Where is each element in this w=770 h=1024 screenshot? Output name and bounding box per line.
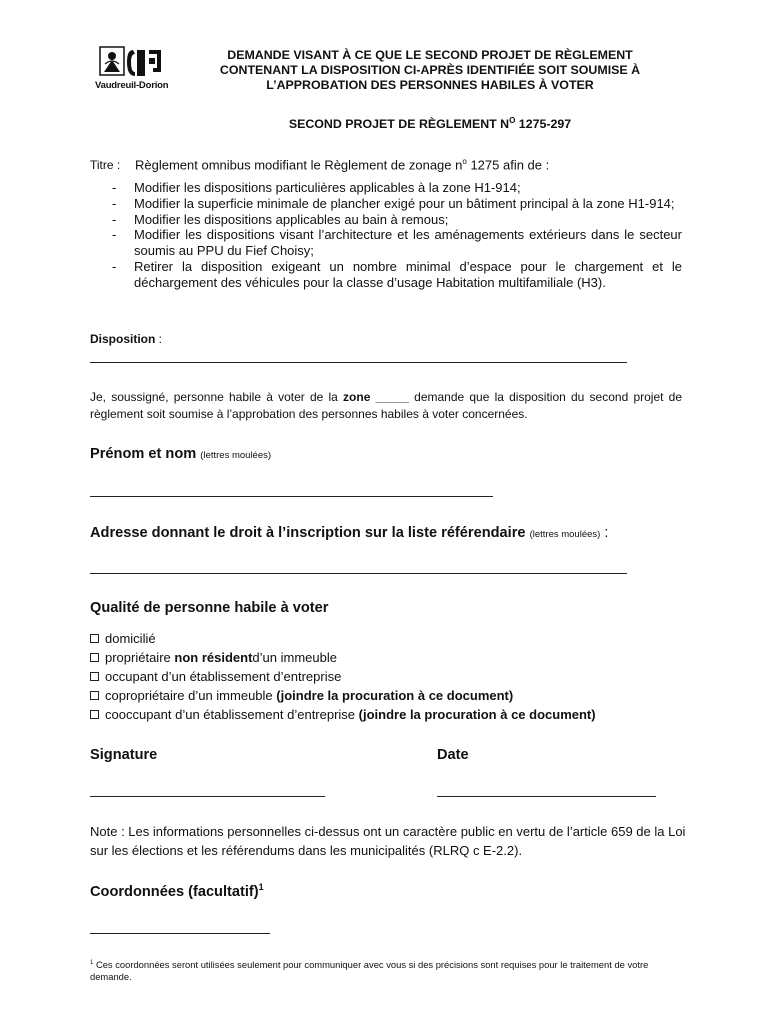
signature-field[interactable]: [90, 796, 325, 797]
privacy-note: Note : Les informations personnelles ci-dessus ont un caractère public en vertu de l’article 659 de la Loi sur les élections et les référendums dans les municipalités (RLRQ c E-2.2).: [90, 824, 686, 858]
footnote: [90, 957, 690, 983]
option-bold-text: non résident: [174, 650, 253, 665]
address-label: Adresse donnant le droit à l’inscription sur la liste référendaire: [90, 525, 526, 541]
disposition-colon: :: [155, 332, 163, 346]
list-item: [90, 259, 682, 291]
address-heading: [90, 525, 608, 541]
titre-sup: o: [462, 157, 467, 166]
title-line: CONTENANT LA DISPOSITION CI-APRÈS IDENTIFIÉE SOIT SOUMISE À: [219, 63, 641, 77]
list-item: [90, 196, 682, 212]
checkbox-option-domicilie[interactable]: [90, 629, 596, 648]
item-text: Retirer la disposition exigeant un nombre minimal d’espace pour le chargement et le déchargement des véhicules pour la classe d’usage Habitation multifamiliale (H3).: [134, 258, 682, 290]
dash-marker: -: [112, 180, 117, 195]
signature-label: Signature: [90, 747, 158, 763]
option-text: domicilié: [105, 631, 156, 646]
contact-field[interactable]: [90, 933, 270, 934]
footnote-mark: 1: [90, 960, 94, 966]
name-label: Prénom et nom: [90, 446, 197, 462]
dash-marker: -: [112, 195, 117, 211]
name-heading: [90, 446, 271, 462]
item-text: Modifier les dispositions particulières applicables à la zone H1-914;: [134, 180, 521, 195]
option-text: occupant d’un établissement d’entreprise: [105, 669, 342, 684]
checkbox[interactable]: [90, 691, 99, 700]
date-label: Date: [437, 747, 469, 763]
subtitle-suffix: 1275-297: [515, 117, 572, 132]
contact-label: Coordonnées (facultatif): [90, 883, 259, 900]
name-field[interactable]: [90, 496, 493, 497]
checkbox[interactable]: [90, 710, 99, 719]
dash-marker: -: [112, 211, 117, 227]
title-line: DEMANDE VISANT À CE QUE LE SECOND PROJET DE RÈGLEMENT: [227, 48, 633, 62]
zone-word: zone: [343, 390, 371, 404]
checkbox[interactable]: [90, 672, 99, 681]
item-text: Modifier la superficie minimale de plancher exigé pour un bâtiment principal à la zone H1-914;: [134, 195, 675, 211]
voter-status-heading: Qualité de personne habile à voter: [90, 600, 329, 616]
address-field[interactable]: [90, 573, 627, 574]
footnote-ref: 1: [258, 882, 264, 892]
checkbox-option-proprietaire[interactable]: [90, 648, 596, 667]
logo-wordmark: Vaudreuil-Dorion: [95, 80, 169, 91]
option-text: propriétaire: [105, 650, 171, 665]
dash-marker: -: [112, 258, 117, 274]
zone-blank-field[interactable]: _____: [370, 390, 415, 404]
option-text: copropriétaire d’un immeuble: [105, 688, 273, 703]
name-hint: (lettres moulées): [200, 450, 272, 461]
checkbox-option-cooccupant[interactable]: [90, 705, 596, 724]
option-bold-text: (joindre la procuration à ce document): [276, 688, 514, 703]
titre-text: Règlement omnibus modifiant le Règlement de zonage n: [135, 157, 463, 173]
checkbox[interactable]: [90, 653, 99, 662]
declaration-part2: demande que la disposition du second projet de règlement soit soumise à l’approbation des personnes habiles à voter concernées.: [90, 390, 682, 421]
subtitle-sup: O: [509, 116, 516, 125]
declaration-text: [90, 389, 682, 422]
list-item: [90, 227, 682, 259]
municipal-logo: [95, 46, 173, 94]
address-colon: :: [604, 525, 609, 541]
title-line: L’APPROBATION DES PERSONNES HABILES À VOTER: [266, 78, 594, 92]
checkbox[interactable]: [90, 634, 99, 643]
dash-marker: -: [112, 227, 117, 243]
subtitle-prefix: SECOND PROJET DE RÈGLEMENT N: [288, 117, 510, 132]
disposition-field[interactable]: [90, 362, 627, 363]
checkbox-option-occupant[interactable]: [90, 667, 596, 686]
date-field[interactable]: [437, 796, 656, 797]
disposition-label: [90, 332, 162, 346]
footnote-text: Ces coordonnées seront utilisées seulement pour communiquer avec vous si des précisions sont requises pour le traitement de votre demande.: [90, 959, 649, 983]
document-title: [180, 48, 680, 93]
disposition-label-text: Disposition: [90, 332, 156, 346]
checkbox-option-coproprietaire[interactable]: [90, 686, 596, 705]
logo-emblem-icon: [99, 46, 169, 80]
address-hint: (lettres moulées): [529, 529, 601, 540]
bylaw-title: [90, 157, 690, 172]
declaration-part1: Je, soussigné, personne habile à voter de la: [90, 390, 344, 404]
titre-text-end: 1275 afin de :: [466, 157, 550, 173]
list-item: [90, 180, 682, 196]
contact-heading: [90, 882, 264, 900]
option-text-end: d’un immeuble: [252, 650, 337, 665]
option-text: cooccupant d’un établissement d’entreprise: [105, 707, 356, 722]
voter-status-options: [90, 629, 596, 724]
list-item: [90, 212, 682, 228]
item-text: Modifier les dispositions applicables au bain à remous;: [134, 211, 449, 227]
bylaw-number: [180, 116, 680, 131]
option-bold-text: (joindre la procuration à ce document): [358, 707, 596, 722]
item-text: Modifier les dispositions visant l’architecture et les aménagements extérieurs dans le secteur soumis au PPU du Fief Choisy;: [134, 227, 682, 259]
amendment-list: [90, 180, 682, 291]
titre-label: Titre :: [90, 158, 121, 173]
